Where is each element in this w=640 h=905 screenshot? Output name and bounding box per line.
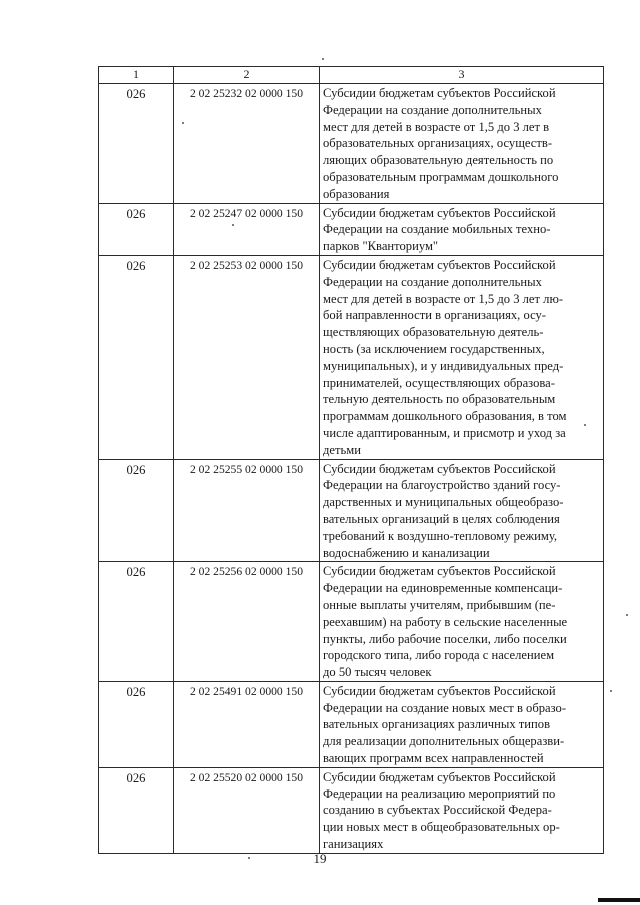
description-line: для реализации дополнительных общеразви- bbox=[323, 734, 565, 749]
scan-edge-mark bbox=[598, 898, 640, 902]
administrator-code: 026 bbox=[99, 203, 174, 255]
description-line: Субсидии бюджетам субъектов Российской bbox=[323, 769, 556, 784]
administrator-code: 026 bbox=[99, 681, 174, 767]
table-row bbox=[99, 203, 604, 255]
description-line: дарственных и муниципальных общеобразо- bbox=[323, 495, 564, 510]
income-description bbox=[320, 681, 604, 767]
description-line: Федерации на создание дополнительных bbox=[323, 102, 542, 117]
description-line: городского типа, либо города с населением bbox=[323, 648, 555, 663]
income-description bbox=[320, 459, 604, 562]
description-line: принимателей, осуществляющих образова- bbox=[323, 375, 555, 390]
description-line: числе адаптированным, и присмотр и уход за bbox=[323, 425, 566, 440]
description-line: реехавшим) на работу в сельские населенные bbox=[323, 614, 568, 629]
scan-speck bbox=[610, 690, 612, 692]
description-line: Федерации на единовременные компенсаци- bbox=[323, 581, 563, 596]
description-line: бой направленности в организациях, осу- bbox=[323, 308, 546, 323]
budget-classification-table bbox=[98, 66, 604, 854]
scan-speck bbox=[584, 424, 586, 426]
description-line: пункты, либо рабочие поселки, либо поселки bbox=[323, 631, 567, 646]
description-line: Субсидии бюджетам субъектов Российской bbox=[323, 257, 556, 272]
table-row bbox=[99, 255, 604, 459]
description-line: вательных организациях различных типов bbox=[323, 717, 551, 732]
description-line: тельную деятельность по образовательным bbox=[323, 392, 556, 407]
description-line: Федерации на создание новых мест в образо- bbox=[323, 700, 567, 715]
description-line: созданию в субъектах Российской Федера- bbox=[323, 803, 552, 818]
description-line: водоснабжению и канализации bbox=[323, 545, 490, 560]
description-line: образовательных организациях, осуществ- bbox=[323, 136, 553, 151]
scan-speck bbox=[248, 857, 250, 859]
description-line: вательных организаций в целях соблюдения bbox=[323, 511, 560, 526]
income-description bbox=[320, 84, 604, 204]
description-line: мест для детей в возрасте от 1,5 до 3 лет лю- bbox=[323, 291, 564, 306]
budget-classification-code: 2 02 25491 02 0000 150 bbox=[174, 681, 320, 767]
description-line: Федерации на создание дополнительных bbox=[323, 274, 542, 289]
administrator-code: 026 bbox=[99, 255, 174, 459]
column-number-3: 3 bbox=[320, 67, 604, 84]
administrator-code: 026 bbox=[99, 767, 174, 853]
description-line: Федерации на реализацию мероприятий по bbox=[323, 786, 556, 801]
description-line: парков "Кванториум" bbox=[323, 239, 439, 254]
description-line: онные выплаты учителям, прибывшим (пе- bbox=[323, 597, 556, 612]
table-header-row bbox=[99, 67, 604, 84]
scan-speck bbox=[626, 614, 628, 616]
description-line: Субсидии бюджетам субъектов Российской bbox=[323, 86, 556, 100]
income-description bbox=[320, 767, 604, 853]
description-line: ляющих образовательную деятельность по bbox=[323, 153, 554, 168]
budget-classification-code: 2 02 25255 02 0000 150 bbox=[174, 459, 320, 562]
description-line: Федерации на благоустройство зданий госу- bbox=[323, 478, 561, 493]
column-number-1: 1 bbox=[99, 67, 174, 84]
table-row bbox=[99, 767, 604, 853]
description-line: Субсидии бюджетам субъектов Российской bbox=[323, 461, 556, 476]
income-description bbox=[320, 203, 604, 255]
description-line: Субсидии бюджетам субъектов Российской bbox=[323, 683, 556, 698]
description-line: требований к воздушно-тепловому режиму, bbox=[323, 528, 558, 543]
description-line: вающих программ всех направленностей bbox=[323, 751, 544, 766]
table-row bbox=[99, 459, 604, 562]
description-line: муниципальных), и у индивидуальных пред- bbox=[323, 358, 564, 373]
description-line: Субсидии бюджетам субъектов Российской bbox=[323, 564, 556, 579]
income-description bbox=[320, 255, 604, 459]
scan-speck bbox=[232, 224, 234, 226]
administrator-code: 026 bbox=[99, 84, 174, 204]
administrator-code: 026 bbox=[99, 562, 174, 682]
column-number-2: 2 bbox=[174, 67, 320, 84]
table-row bbox=[99, 84, 604, 204]
administrator-code: 026 bbox=[99, 459, 174, 562]
table-row bbox=[99, 681, 604, 767]
description-line: ции новых мест в общеобразовательных ор- bbox=[323, 820, 560, 835]
description-line: ность (за исключением государственных, bbox=[323, 341, 545, 356]
description-line: образования bbox=[323, 186, 390, 201]
budget-classification-code: 2 02 25247 02 0000 150 bbox=[174, 203, 320, 255]
budget-classification-code: 2 02 25232 02 0000 150 bbox=[174, 84, 320, 204]
scan-speck bbox=[182, 122, 184, 124]
page-number: 19 bbox=[313, 851, 327, 866]
description-line: детьми bbox=[323, 442, 361, 457]
description-line: программам дошкольного образования, в том bbox=[323, 409, 567, 424]
budget-classification-code: 2 02 25253 02 0000 150 bbox=[174, 255, 320, 459]
income-description bbox=[320, 562, 604, 682]
description-line: мест для детей в возрасте от 1,5 до 3 лет в bbox=[323, 119, 550, 134]
description-line: ганизациях bbox=[323, 837, 384, 852]
description-line: Субсидии бюджетам субъектов Российской bbox=[323, 205, 556, 220]
description-line: образовательным программам дошкольного bbox=[323, 169, 559, 184]
budget-classification-code: 2 02 25256 02 0000 150 bbox=[174, 562, 320, 682]
table-row bbox=[99, 562, 604, 682]
budget-classification-code: 2 02 25520 02 0000 150 bbox=[174, 767, 320, 853]
description-line: Федерации на создание мобильных техно- bbox=[323, 222, 551, 237]
description-line: ществляющих образовательную деятель- bbox=[323, 325, 544, 340]
scan-speck bbox=[322, 58, 324, 60]
description-line: до 50 тысяч человек bbox=[323, 665, 432, 680]
